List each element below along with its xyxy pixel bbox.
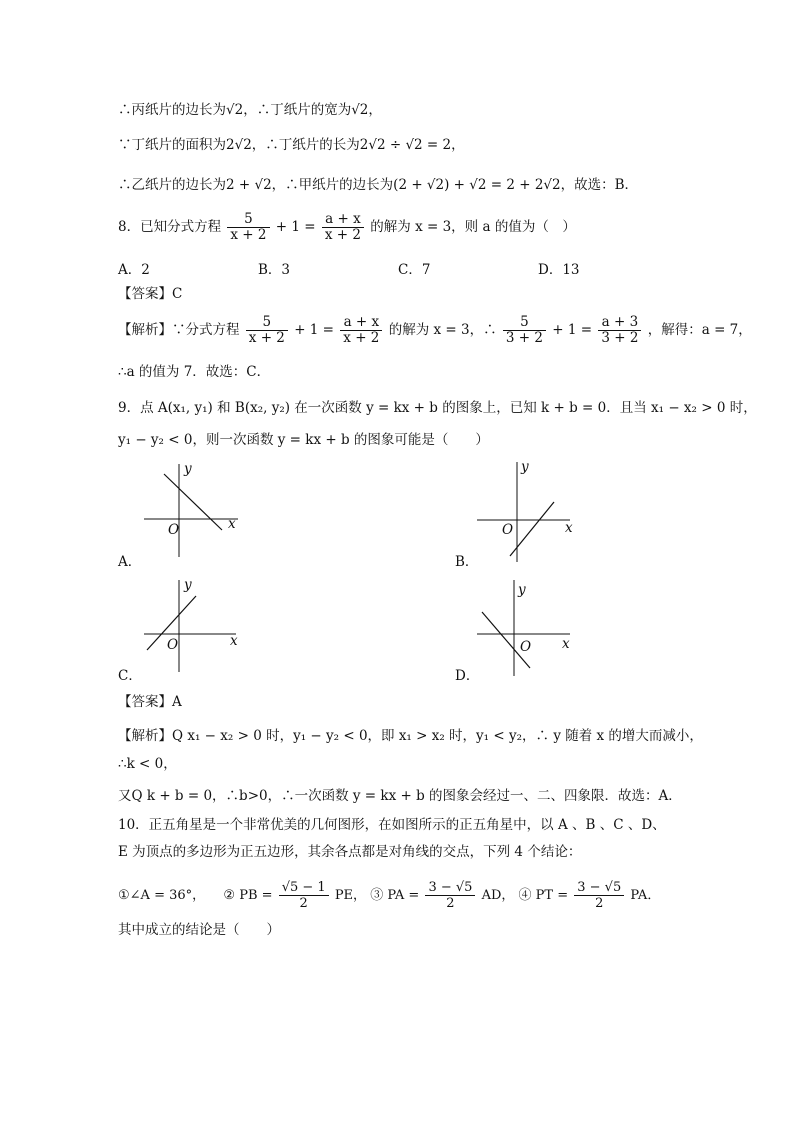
fraction-denominator: x + 2: [230, 227, 267, 243]
fraction-denominator: 3 + 2: [505, 330, 543, 346]
origin-label: O: [168, 522, 180, 538]
origin-label: O: [502, 522, 514, 538]
equation-text: + 1 =: [275, 219, 316, 235]
question-8: [118, 212, 576, 243]
graph-option-d: [472, 578, 582, 678]
fraction: [425, 880, 475, 911]
conclusion-2: [223, 880, 370, 911]
answer-label: 【答案】A: [118, 694, 182, 710]
question-text: 8．已知分式方程: [118, 219, 222, 235]
fraction-numerator: √5 − 1: [279, 880, 329, 896]
option-d: D．13: [538, 262, 580, 278]
option-b: B．: [455, 554, 479, 570]
fraction-numerator: 3 − √5: [574, 880, 624, 896]
question-9-cont: y₁ − y₂ < 0，则一次函数 y = kx + b 的图象可能是（ ）: [118, 432, 489, 448]
equation-text: + 1 =: [294, 322, 334, 338]
question-9: 9．点 A(x₁, y₁) 和 B(x₂, y₂) 在一次函数 y = kx + b 的图象上，已知 k + b = 0．且当 x₁ − x₂ > 0 时，: [118, 400, 757, 416]
option-d: D．: [455, 668, 480, 684]
fraction-denominator: x + 2: [343, 330, 380, 346]
fraction-numerator: a + x: [340, 315, 382, 331]
fraction-denominator: x + 2: [324, 227, 361, 243]
solution-9: 【解析】Q x₁ − x₂ > 0 时，y₁ − y₂ < 0，即 x₁ > x₂ 时，y₁ < y₂，∴ y 随着 x 的增大而减小，: [118, 728, 703, 744]
origin-label: O: [520, 639, 532, 655]
origin-label: O: [167, 637, 179, 653]
option-a: A．: [118, 554, 142, 570]
fraction: [322, 212, 364, 243]
text-line: ∵丁纸片的面积为2√2，∴丁纸片的长为2√2 ÷ √2 = 2，: [118, 137, 465, 153]
axis-x-label: x: [562, 636, 570, 652]
option-b: B．3: [258, 262, 291, 278]
option-c: C．: [118, 668, 142, 684]
fraction: [598, 315, 641, 346]
fraction: [227, 212, 269, 243]
axis-y-label: y: [521, 459, 529, 475]
solution-text: 的解为 x = 3，∴: [388, 322, 497, 338]
option-a: A．2: [118, 262, 150, 278]
solution-text: 【解析】∵分式方程: [118, 322, 240, 338]
conclusion-text: ② PB =: [223, 888, 273, 903]
conclusion-text: PE，: [334, 888, 367, 903]
conclusion-4: [518, 880, 661, 911]
fraction-numerator: a + 3: [598, 315, 641, 331]
conclusion-text: ④ PT =: [518, 888, 569, 903]
fraction-denominator: x + 2: [248, 330, 285, 346]
fraction-denominator: 2: [299, 896, 308, 911]
fraction-numerator: a + x: [322, 212, 364, 228]
conclusion-text: AD，: [481, 888, 515, 903]
graph-option-c: [142, 578, 252, 673]
conclusions: [118, 880, 660, 911]
fraction-numerator: 5: [227, 212, 269, 228]
axis-x-label: x: [228, 516, 236, 532]
axis-y-label: y: [184, 461, 192, 477]
text-line: ∴乙纸片的边长为2 + √2，∴甲纸片的边长为(2 + √2) + √2 = 2 + 2√2，故选：B．: [118, 177, 639, 193]
option-c: C．7: [398, 262, 431, 278]
fraction: [340, 315, 382, 346]
graph-option-a: [142, 462, 252, 557]
fraction-numerator: 3 − √5: [425, 880, 475, 896]
solution-8: [118, 315, 752, 346]
conclusion-text: ③ PA =: [370, 888, 420, 903]
fraction-denominator: 3 + 2: [601, 330, 639, 346]
text-line: 其中成立的结论是（ ）: [118, 922, 280, 938]
text-line: 又Q k + b = 0，∴b>0，∴一次函数 y = kx + b 的图象会经过一、二、四象限．故选：A．: [118, 788, 682, 804]
fraction: [279, 880, 329, 911]
fraction: [574, 880, 624, 911]
fraction-numerator: 5: [503, 315, 546, 331]
solution-text: ，解得：a = 7，: [647, 322, 752, 338]
axis-y-label: y: [518, 582, 526, 598]
text-line: ∴k < 0，: [118, 756, 177, 772]
conclusion-text: PA．: [630, 888, 661, 903]
conclusion-3: [370, 880, 518, 911]
axis-x-label: x: [565, 520, 573, 536]
question-text: 的解为 x = 3，则 a 的值为（ ）: [370, 219, 576, 235]
text-line: ∴丙纸片的边长为√2，∴丁纸片的宽为√2，: [118, 102, 382, 118]
fraction-numerator: 5: [246, 315, 288, 331]
question-10-cont: E 为顶点的多边形为正五边形，其余各点都是对角线的交点，下列 4 个结论：: [118, 844, 582, 860]
axis-y-label: y: [184, 577, 192, 593]
answer-label: 【答案】C: [118, 286, 183, 302]
question-10: 10．正五角星是一个非常优美的几何图形，在如图所示的正五角星中，以 A 、B 、C 、D、: [118, 817, 666, 833]
fraction: [503, 315, 546, 346]
axis-x-label: x: [230, 633, 238, 649]
fraction: [246, 315, 288, 346]
equation-text: + 1 =: [552, 322, 593, 338]
fraction-denominator: 2: [446, 896, 455, 911]
conclusion-1: ①∠A = 36°，: [118, 888, 206, 903]
text-line: ∴a 的值为 7．故选：C．: [118, 364, 271, 380]
fraction-denominator: 2: [595, 896, 604, 911]
